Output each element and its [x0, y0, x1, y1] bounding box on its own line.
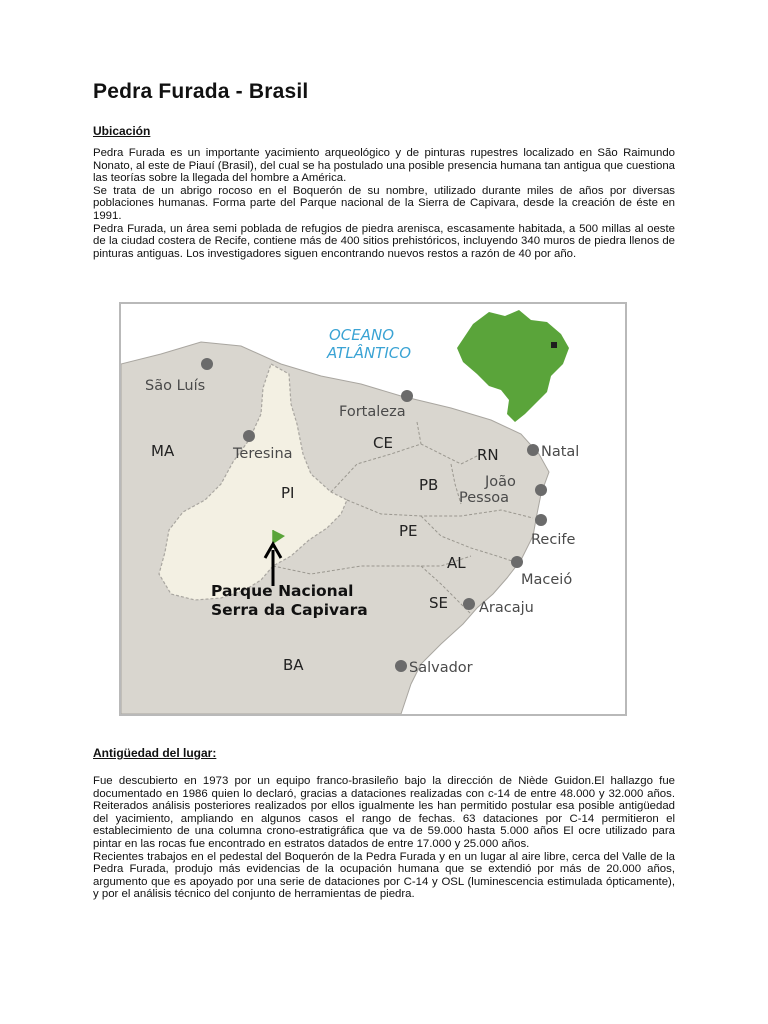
page-title: Pedra Furada - Brasil — [93, 80, 309, 103]
city-label-pessoa: Pessoa — [459, 490, 510, 506]
city-dot-recife — [535, 514, 547, 526]
state-label-ma: MA — [151, 442, 175, 460]
state-label-pe: PE — [399, 522, 418, 540]
city-dot-salvador — [395, 660, 407, 672]
paragraph-antiguedad — [93, 775, 675, 901]
state-label-al: AL — [447, 554, 466, 572]
park-label-line1: Parque Nacional — [211, 582, 354, 600]
link-llegada-hombre-america[interactable]: llegada del hombre a América — [192, 172, 344, 185]
text-run: Fue descubierto en 1973 por un equipo franco-brasileño bajo la dirección de — [93, 775, 519, 787]
city-label-salvador: Salvador — [409, 660, 473, 676]
city-label-fortaleza: Fortaleza — [339, 404, 406, 420]
link-parque-nacional[interactable]: Parque nacional de la Sierra de Capivara — [299, 197, 516, 210]
map-svg — [121, 304, 625, 714]
text-run: Se trata de un abrigo rocoso en el Boquerón de su nombre, utilizado durante miles de años por diversas poblaciones humanas. Forma parte del — [93, 184, 675, 210]
city-dot-sao-luis — [201, 358, 213, 370]
city-label-maceio: Maceió — [521, 572, 573, 588]
city-dot-maceio — [511, 556, 523, 568]
city-dot-fortaleza — [401, 390, 413, 402]
state-label-ba: BA — [283, 656, 304, 674]
brazil-inset-marker — [551, 342, 557, 348]
document-body — [93, 80, 675, 260]
text-run: , del cual se ha postulado una posible presencia humana tan antigua que cuestiona las teorías sobre la — [93, 159, 675, 185]
park-label-line2: Serra da Capivara — [211, 601, 368, 619]
text-run: Recientes trabajos en el pedestal del Boquerón de la Pedra Furada y en un lugar al aire libre, cerca del Valle de la Pedra Furada, produjo más evidencias de la ocupación humana que se extendió por más de 20.000 años, argumento que es apoyado por una serie de dataciones por C-14 y OSL (luminescencia estimulada ópticamente), y por el análisis técnico del conjunto de herramientas de piedra. — [93, 850, 675, 901]
city-dot-joao-pessoa — [535, 484, 547, 496]
ocean-label-line2: ATLÂNTICO — [327, 344, 412, 362]
state-label-pb: PB — [419, 476, 439, 494]
text-run: Pedra Furada, un área semi poblada de refugios de piedra arenisca, escasamente habitada, a 500 millas al oeste de la ciudad costera de Recife, contiene más de 400 sitios prehistóricos, incluyendo 340 muros de piedra llenos de pinturas antiguas. Los investigadores siguen encontrando nuevos restos a razón de 40 por año. — [93, 222, 675, 260]
map-image — [119, 302, 627, 716]
brazil-inset-map — [457, 310, 569, 422]
link-piaui[interactable]: Piauí (Brasil) — [188, 159, 254, 172]
city-dot-aracaju — [463, 598, 475, 610]
city-label-natal: Natal — [541, 444, 580, 460]
section-heading-ubicacion: Ubicación — [93, 124, 151, 138]
section-antiguedad — [93, 746, 675, 901]
text-run: , desde la creación de éste en 1991. — [93, 197, 676, 222]
text-run: . — [343, 172, 347, 185]
state-label-rn: RN — [477, 446, 499, 464]
state-label-ce: CE — [373, 434, 393, 452]
state-label-se: SE — [429, 594, 448, 612]
city-label-recife: Recife — [531, 532, 576, 548]
ocean-label-line1: OCEANO — [329, 326, 395, 344]
city-label-teresina: Teresina — [233, 446, 293, 462]
city-dot-natal — [527, 444, 539, 456]
section-heading-antiguedad: Antigüedad del lugar: — [93, 746, 217, 760]
city-label-sao-luis: São Luís — [145, 378, 206, 394]
link-niede-guidon[interactable]: Niède Guidon — [518, 775, 591, 787]
city-dot-teresina — [243, 430, 255, 442]
state-label-pi: PI — [281, 484, 295, 502]
city-label-joao: João — [485, 474, 516, 490]
paragraph-ubicacion — [93, 147, 675, 260]
city-label-aracaju: Aracaju — [479, 600, 534, 616]
text-run: Pedra Furada es un importante yacimiento arqueológico y de pinturas rupestres localizado en São Raimundo Nonato, al este de — [93, 147, 675, 172]
text-run: .El hallazgo fue documentado en 1986 quien lo declaró, gracias a dataciones realizadas con c-14 de entre 48.000 y 32.000 años. Reiterados análisis posteriores realizados por ellos igualmente les han permitido postular esa posible antigüedad del yacimiento, ampliando en algunos casos el rango de fechas. 63 dataciones por C-14 permitieron el establecimiento de una columna crono-estratigráfica que va de 59.000 hasta 5.000 años El ocre utilizado para pintar en las rocas fue encontrado en estratos datados de entre 17.000 y 25.000 años. — [93, 775, 675, 850]
